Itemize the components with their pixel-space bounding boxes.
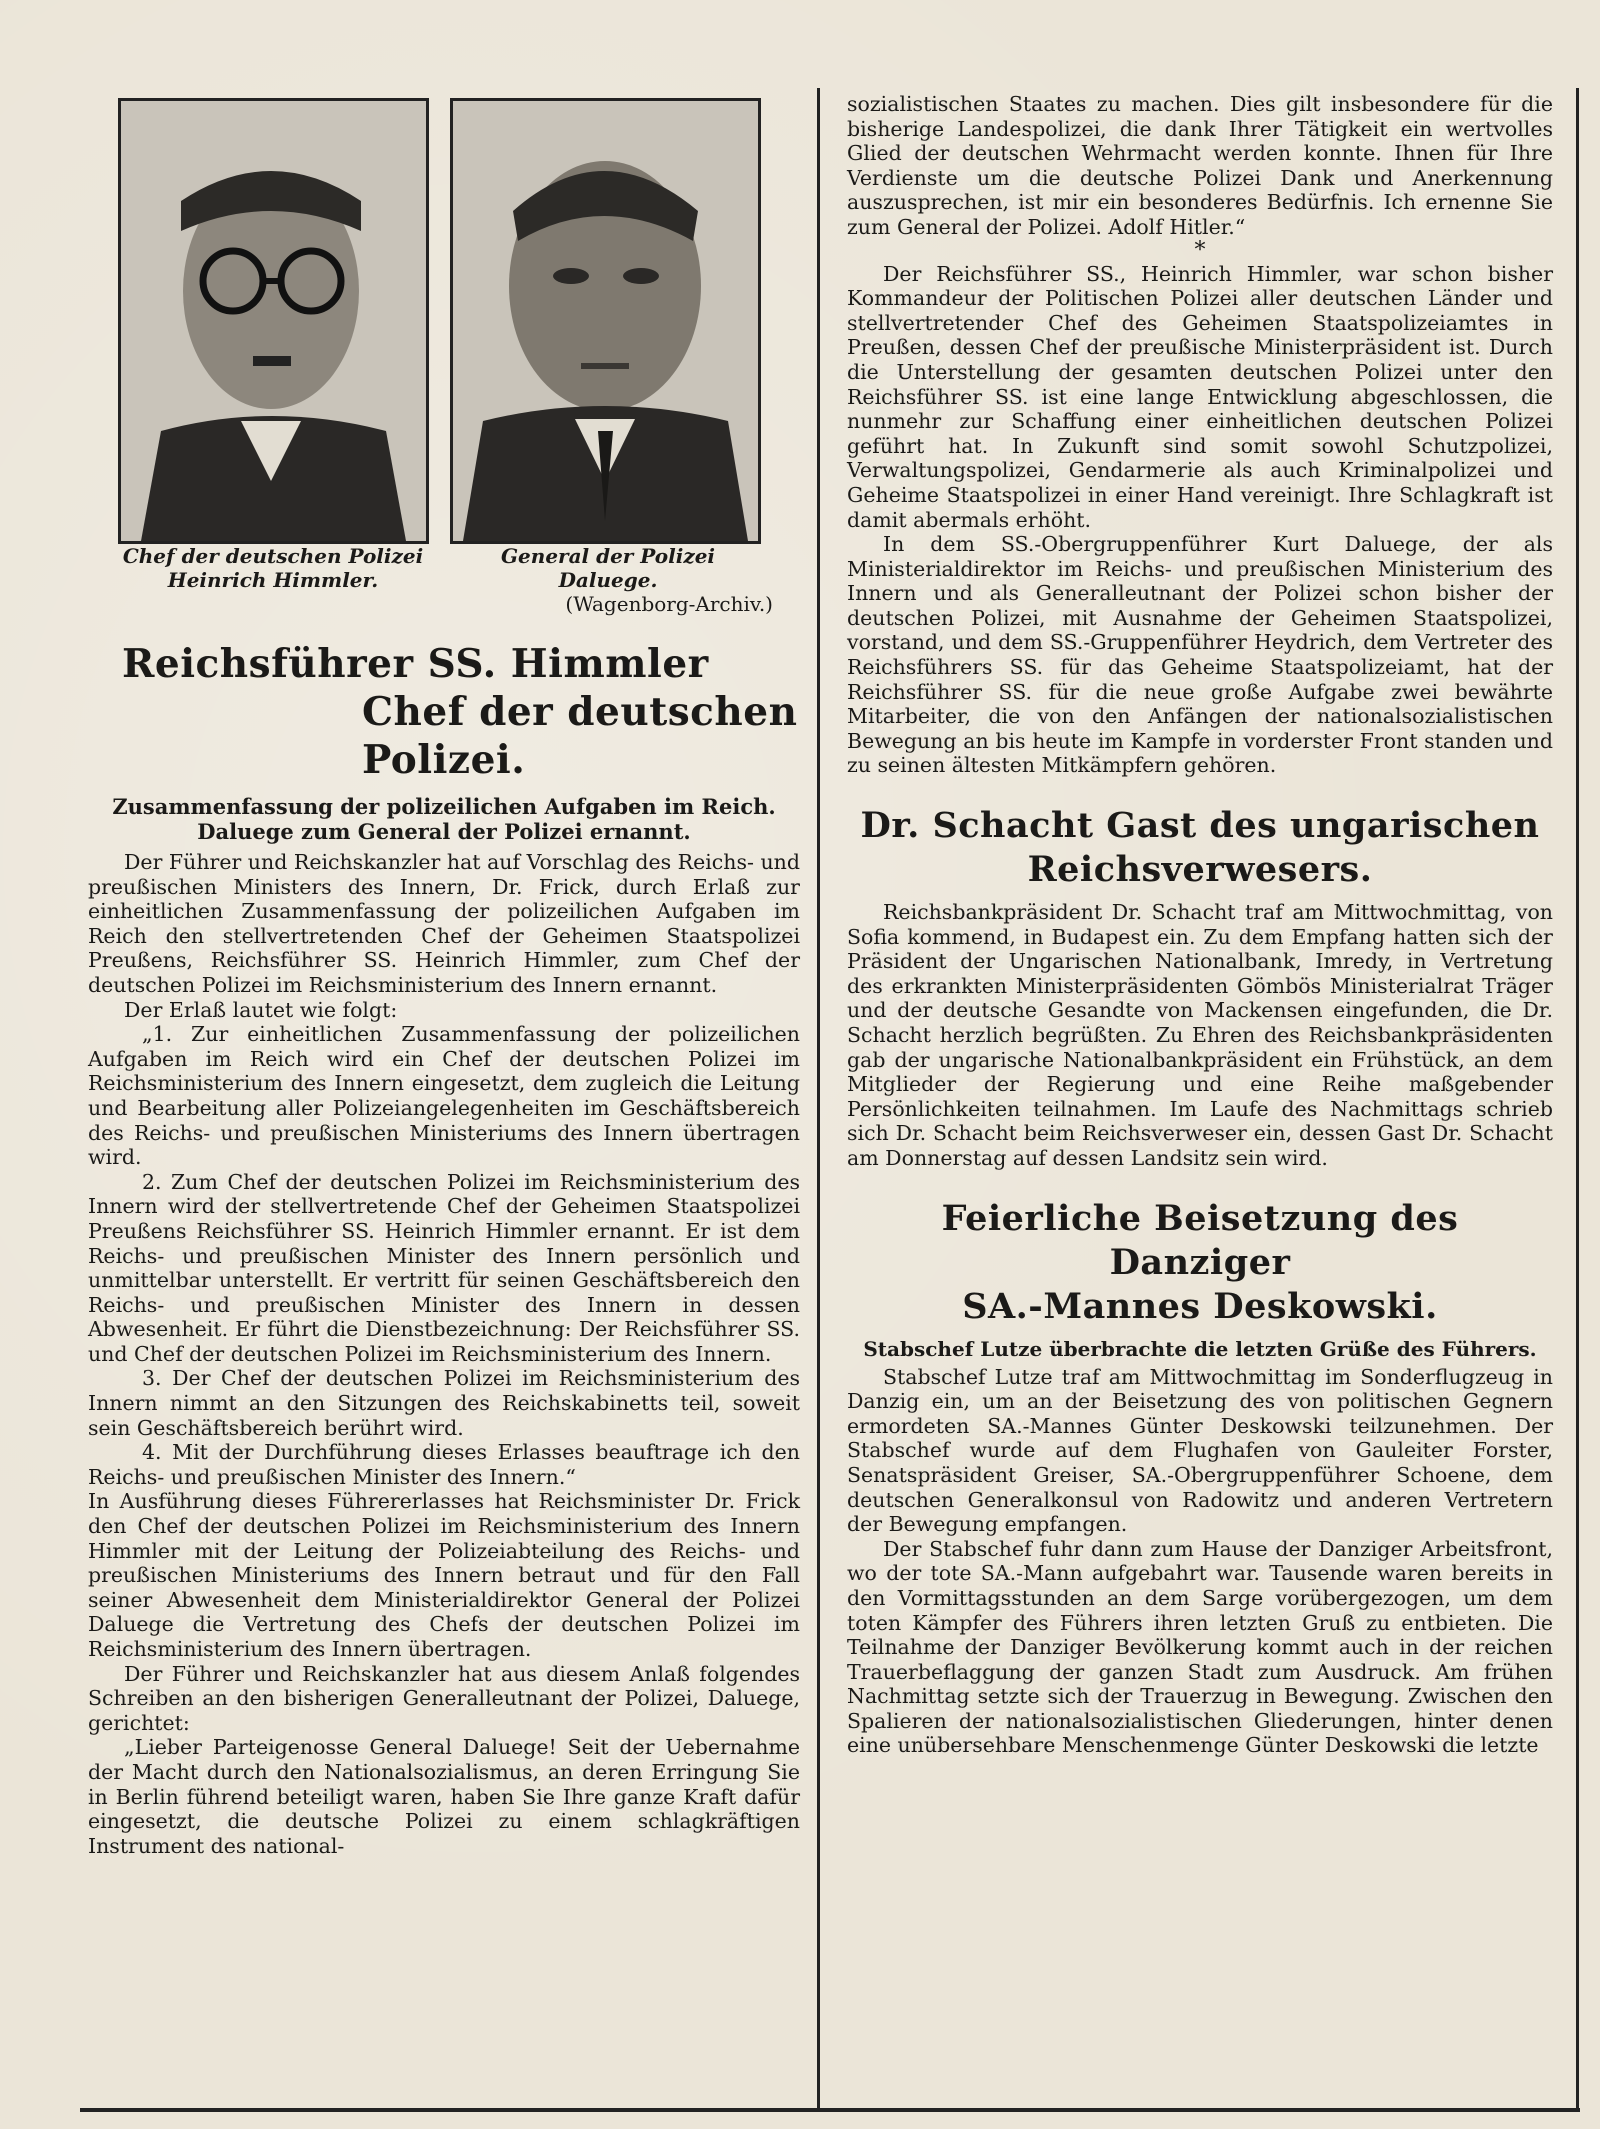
- subhead-line: Daluege zum General der Polizei ernannt.: [197, 819, 691, 844]
- headline-line: Feierliche Beisetzung des Danziger: [941, 1197, 1459, 1283]
- article1-paragraph: In Ausführung dieses Führererlasses hat Reichsminister Dr. Frick den Chef der deutschen Polizei im Reichsministerium des Innern Himmler mit der Leitung der Polizeiabteilung des Reichs- und preußischen Ministeriums des Innern betraut und für den Fall seiner Abwesenheit dem Ministerialdirektor General der Polizei Daluege die Vertretung des Chefs der deutschen Polizei im Reichsministerium des Innern übertragen.: [88, 1489, 800, 1661]
- caption-line: General der Polizei: [500, 544, 716, 568]
- left-column: [88, 98, 800, 1858]
- article1-paragraph: Der Führer und Reichskanzler hat aus diesem Anlaß folgendes Schreiben an den bisherigen Generalleutnant der Polizei, Daluege, gerichtet:: [88, 1661, 800, 1735]
- article1-paragraph: 2. Zum Chef der deutschen Polizei im Reichsministerium des Innern wird der stellvertretende Chef der Geheimen Staatspolizei Preußens Reichsführer SS. Heinrich Himmler ernannt. Er ist dem Reichs- und preußischen Minister des Innern persönlich und unmittelbar unterstellt. Er vertritt für seinen Geschäftsbereich den Reichs- und preußischen Minister des Innern in dessen Abwesenheit. Er führt die Dienstbezeichnung: Der Reichsführer SS. und Chef der deutschen Polizei im Reichsministerium des Innern.: [88, 1169, 800, 1366]
- article1-paragraph: 4. Mit der Durchführung dieses Erlasses beauftrage ich den Reichs- und preußischen Minister des Innern.“: [88, 1440, 800, 1489]
- article1-headline: [88, 640, 800, 784]
- headline-line: Chef der deutschen Polizei.: [362, 689, 798, 783]
- article1-paragraph: Der Erlaß lautet wie folgt:: [124, 997, 398, 1022]
- article1-paragraph: Der Führer und Reichskanzler hat auf Vorschlag des Reichs- und preußischen Ministers des Innern, Dr. Frick, durch Erlaß zur einheitlichen Zusammenfassung der polizeilichen Aufgaben im Reich den stellvertretenden Chef der Geheimen Staatspolizei Preußens, Reichsführer SS. Heinrich Himmler, zum Chef der deutschen Polizei im Reichsministerium des Innern ernannt.: [88, 850, 800, 997]
- column-rule-right: [1576, 88, 1579, 2108]
- headline-line: Reichsverwesers.: [1027, 849, 1373, 891]
- bottom-rule: [80, 2108, 1580, 2112]
- photo-row: [88, 98, 800, 616]
- right-column: [847, 92, 1553, 1758]
- article3-subhead: Stabschef Lutze überbrachte die letzten Grüße des Führers.: [863, 1336, 1537, 1361]
- photo-caption-himmler: [108, 544, 438, 592]
- article2-body: Reichsbankpräsident Dr. Schacht traf am Mittwochmittag, von Sofia kommend, in Budapest ein. Zu dem Empfang hatten sich der Präsident der Ungarischen Nationalbank, Imredy, in Vertretung des erkrankten Ministerpräsidenten Gömbös Ministerialrat Träger und der deutsche Gesandte von Mackensen eingefunden, die Dr. Schacht herzlich begrüßten. Zu Ehren des Reichsbankpräsidenten gab der ungarische Nationalbankpräsident ein Frühstück, an dem Mitglieder der Regierung und eine Reihe maßgebender Persönlichkeiten teilnahmen. Im Laufe des Nachmittags schrieb sich Dr. Schacht beim Reichsverweser ein, dessen Gast Dr. Schacht am Donnerstag auf dessen Landsitz sein wird.: [847, 900, 1553, 1170]
- headline-line: SA.-Mannes Deskowski.: [962, 1285, 1438, 1327]
- article3-paragraph: Stabschef Lutze traf am Mittwochmittag im Sonderflugzeug in Danzig ein, um an der Beisetzung des von politischen Gegnern ermordeten SA.-Mannes Günter Deskowski teilzunehmen. Der Stabschef wurde auf dem Flughafen von Gauleiter Forster, Senatspräsident Greiser, SA.-Obergruppenführer Schoene, dem deutschen Generalkonsul von Radowitz und anderen Vertretern der Bewegung empfangen.: [847, 1364, 1553, 1537]
- column-rule-center: [817, 88, 820, 2108]
- article1-letter-continued: sozialistischen Staates zu machen. Dies gilt insbesondere für die bisherige Landespolizei, die dank Ihrer Tätigkeit ein wertvolles Glied der deutschen Wehrmacht werden konnte. Ihnen für Ihre Verdienste um die deutsche Polizei Dank und Anerkennung auszusprechen, ist mir ein besonderes Bedürfnis. Ich ernenne Sie zum General der Polizei. Adolf Hitler.“: [847, 92, 1553, 239]
- article3-paragraph: Der Stabschef fuhr dann zum Hause der Danziger Arbeitsfront, wo der tote SA.-Mann aufgebahrt war. Tausende waren bereits in den Vormittagsstunden an dem Sarge vorübergezogen, um dem toten Kämpfer des Führers ihren letzten Gruß zu entbieten. Die Teilnahme der Danziger Bevölkerung kommt auch in der reichen Trauerbeflaggung der ganzen Stadt zum Ausdruck. Am frühen Nachmittag setzte sich der Trauerzug in Bewegung. Zwischen den Spalieren der nationalsozialistischen Gliederungen, hinter denen eine unübersehbare Menschenmenge Günter Deskowski die letzte: [847, 1536, 1553, 1758]
- article1-paragraph: „1. Zur einheitlichen Zusammenfassung der polizeilichen Aufgaben im Reich wird ein Chef der deutschen Polizei im Reichsministerium des Innern eingesetzt, dem zugleich die Leitung und Bearbeitung aller Polizeiangelegenheiten im Geschäftsbereich des Reichs- und preußischen Ministeriums des Innern übertragen wird.: [88, 1022, 800, 1170]
- subhead-line: Zusammenfassung der polizeilichen Aufgaben im Reich.: [112, 794, 776, 819]
- article1-paragraph: Der Reichsführer SS., Heinrich Himmler, war schon bisher Kommandeur der Politischen Polizei aller deutschen Länder und stellvertretender Chef des Geheimen Staatspolizeiamtes in Preußen, dessen Chef der preußische Ministerpräsident ist. Durch die Unterstellung der gesamten deutschen Polizei unter den Reichsführer SS. ist eine lange Entwicklung abgeschlossen, die nunmehr zur Schaffung einer einheitlichen deutschen Polizei geführt hat. In Zukunft sind somit sowohl Schutzpolizei, Verwaltungspolizei, Gendarmerie als auch Kriminalpolizei und Geheime Staatspolizei in einer Hand vereinigt. Ihre Schlagkraft ist damit abermals erhöht.: [847, 261, 1553, 532]
- photo-source: (Wagenborg-Archiv.): [565, 592, 773, 616]
- article2-headline: [847, 804, 1553, 892]
- photo-himmler: [118, 98, 429, 544]
- separator-asterisk: *: [1194, 237, 1206, 263]
- article1-paragraph: 3. Der Chef der deutschen Polizei im Reichsministerium des Innern nimmt an den Sitzungen des Reichskabinetts teil, soweit sein Geschäftsbereich berührt wird.: [88, 1366, 800, 1440]
- caption-line: Daluege.: [558, 568, 658, 592]
- portrait-image: [453, 101, 758, 541]
- caption-line: Heinrich Himmler.: [167, 568, 379, 592]
- headline-line: Reichsführer SS. Himmler: [122, 641, 709, 687]
- headline-line: Dr. Schacht Gast des ungarischen: [860, 805, 1540, 847]
- caption-line: Chef der deutschen Polizei: [122, 544, 424, 568]
- article3-headline: [847, 1197, 1553, 1329]
- portrait-image: [121, 101, 426, 541]
- article1-paragraph: In dem SS.-Obergruppenführer Kurt Daluege, der als Ministerialdirektor im Reichs- und preußischen Ministerium des Innern und als Generalleutnant der Polizei schon bisher der deutschen Polizei, mit Ausnahme der Geheimen Staatspolizei, vorstand, und dem SS.-Gruppenführer Heydrich, dem Vertreter des Reichsführers SS. für das Geheime Staatspolizeiamt, hat der Reichsführer SS. für die neue große Aufgabe zwei bewährte Mitarbeiter, die von den Anfängen der nationalsozialistischen Bewegung an bis heute im Kampfe in vorderster Front standen und zu seinen ältesten Mitkämpfern gehören.: [847, 532, 1553, 778]
- photo-daluege: [450, 98, 761, 544]
- photo-caption-daluege: [443, 544, 773, 616]
- article1-letter: „Lieber Parteigenosse General Daluege! Seit der Uebernahme der Macht durch den Nationalsozialismus, an deren Erringung Sie in Berlin führend beteiligt waren, haben Sie Ihre ganze Kraft dafür eingesetzt, die deutsche Polizei zu einem schlagkräftigen Instrument des national-: [88, 1735, 800, 1858]
- article1-subhead: [88, 794, 800, 844]
